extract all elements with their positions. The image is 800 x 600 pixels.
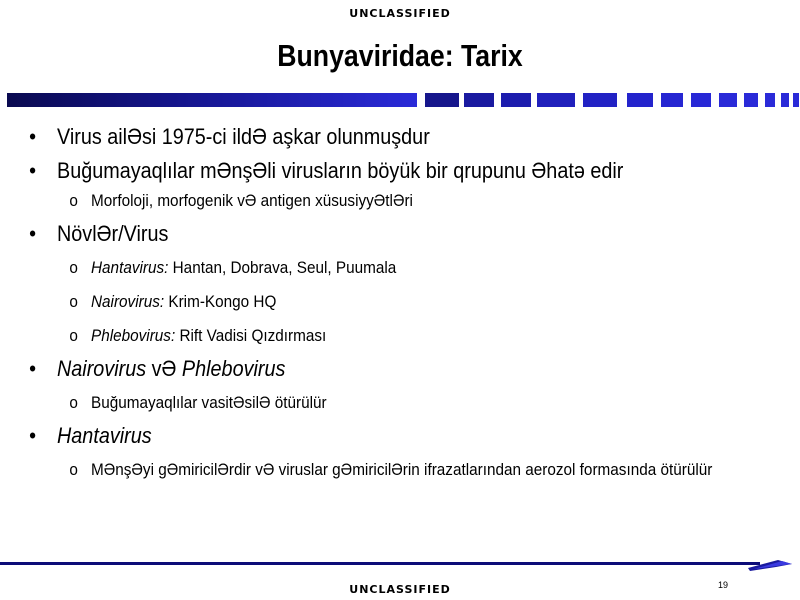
sub-bullet-marker: o <box>69 258 78 277</box>
list-item <box>6 221 726 247</box>
sub-bullet-marker: o <box>69 326 78 345</box>
sub-bullet-text: Morfoloji, morfogenik vƏ antigen xüsusiyyƏtlƏri <box>91 191 413 210</box>
footer-rule <box>0 562 760 565</box>
bullet-marker: • <box>29 158 37 183</box>
sub-bullet-text: MƏnşƏyi gƏmiricilƏrdir vƏ viruslar gƏmiricilƏrin ifrazatlarından aerozol formasında ötürülür <box>91 460 713 479</box>
sub-bullet-text: Krim-Kongo HQ <box>164 292 277 311</box>
title-bar-block <box>793 93 799 107</box>
title-bar-block <box>661 93 683 107</box>
bullet-marker: • <box>29 423 37 448</box>
genus-name: Phlebovirus: <box>91 326 176 345</box>
sub-bullet-text: Buğumayaqlılar vasitƏsilƏ ötürülür <box>91 393 327 412</box>
sub-list-item <box>9 257 729 278</box>
sub-list-item <box>9 392 729 413</box>
title-bar-block <box>744 93 758 107</box>
title-underline-bar <box>7 93 795 107</box>
footer-arrow-icon <box>748 556 792 572</box>
title-bar-block <box>765 93 775 107</box>
title-bar-block <box>583 93 617 107</box>
list-item <box>6 356 726 382</box>
title-bar-block <box>627 93 653 107</box>
sub-list-item <box>9 325 729 346</box>
classification-banner-bottom: UNCLASSIFIED <box>349 583 451 596</box>
sub-bullet-marker: o <box>69 191 78 210</box>
title-bar-block <box>464 93 494 107</box>
bullet-text: Buğumayaqlılar mƏnşƏli virusların böyük bir qrupunu Əhatə edir <box>57 158 624 183</box>
sub-list-item <box>9 291 729 312</box>
sub-bullet-text: Rift Vadisi Qızdırması <box>175 326 327 345</box>
genus-name: Phlebovirus <box>181 356 286 381</box>
sub-bullet-text: Hantan, Dobrava, Seul, Puumala <box>168 258 397 277</box>
title-bar-block <box>719 93 737 107</box>
list-item <box>6 423 726 449</box>
bullet-list <box>0 124 800 480</box>
genus-name: Hantavirus: <box>91 258 169 277</box>
title-bar-block <box>537 93 575 107</box>
genus-name: Hantavirus <box>57 423 152 448</box>
sub-list-item <box>9 459 766 480</box>
bullet-marker: • <box>29 356 37 381</box>
list-item <box>6 158 726 184</box>
sub-bullet-marker: o <box>69 292 78 311</box>
bullet-marker: • <box>29 221 37 246</box>
title-bar-block <box>501 93 531 107</box>
title-bar-block <box>781 93 789 107</box>
bullet-text: Virus ailƏsi 1975-ci ildƏ aşkar olunmuşdur <box>57 124 430 149</box>
title-bar-block <box>425 93 459 107</box>
slide-title: Bunyaviridae: Tarix <box>277 38 523 73</box>
title-bar-gradient <box>7 93 417 107</box>
sub-bullet-marker: o <box>69 460 78 479</box>
classification-banner-top: UNCLASSIFIED <box>349 7 451 20</box>
title-bar-block <box>691 93 711 107</box>
bullet-text: vƏ <box>146 356 182 381</box>
bullet-marker: • <box>29 124 37 149</box>
sub-list-item <box>9 190 729 211</box>
list-item <box>6 124 726 150</box>
sub-bullet-marker: o <box>69 393 78 412</box>
genus-name: Nairovirus <box>57 356 147 381</box>
bullet-text: NövlƏr/Virus <box>57 221 169 246</box>
page-number: 19 <box>718 580 729 590</box>
genus-name: Nairovirus: <box>91 292 165 311</box>
